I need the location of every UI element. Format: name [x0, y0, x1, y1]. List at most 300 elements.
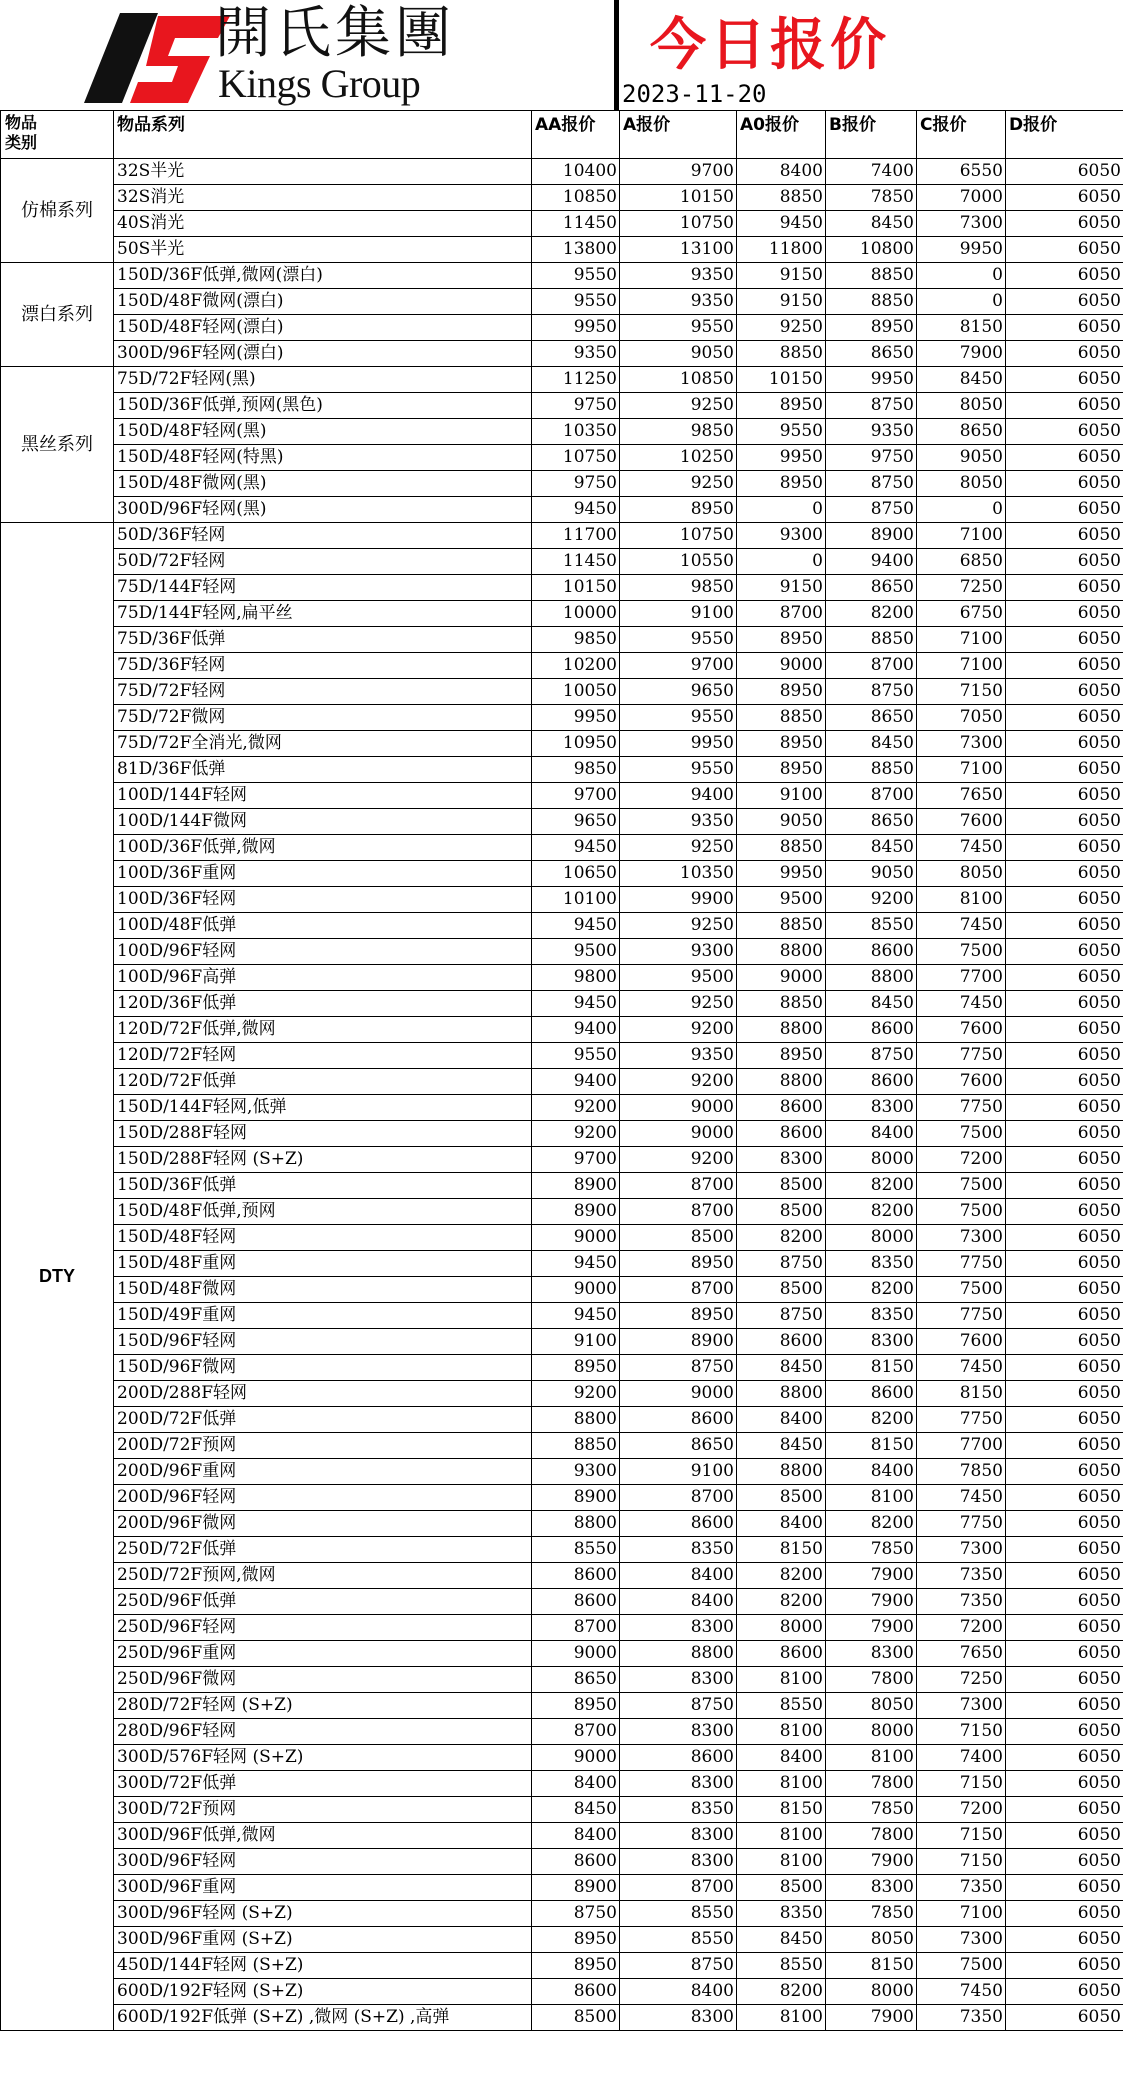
price-cell: 9250 — [620, 913, 737, 939]
price-cell: 7400 — [826, 159, 917, 185]
price-cell: 6050 — [1006, 1069, 1123, 1095]
price-cell: 8050 — [917, 393, 1006, 419]
table-row — [1, 471, 1123, 497]
price-cell: 7350 — [917, 1875, 1006, 1901]
price-cell: 8950 — [737, 1043, 826, 1069]
price-cell: 8450 — [826, 211, 917, 237]
item-name-cell: 300D/96F低弹,微网 — [114, 1823, 532, 1849]
price-cell: 0 — [737, 497, 826, 523]
price-cell: 8450 — [826, 835, 917, 861]
table-row — [1, 1277, 1123, 1303]
item-name-cell: 150D/96F轻网 — [114, 1329, 532, 1355]
price-cell: 9250 — [620, 471, 737, 497]
price-cell: 8150 — [737, 1537, 826, 1563]
price-cell: 8050 — [826, 1693, 917, 1719]
item-name-cell: 100D/96F轻网 — [114, 939, 532, 965]
item-name-cell: 75D/72F轻网 — [114, 679, 532, 705]
table-row — [1, 2005, 1123, 2031]
price-cell: 7450 — [917, 1979, 1006, 2005]
price-cell: 8700 — [532, 1615, 620, 1641]
price-cell: 8450 — [826, 991, 917, 1017]
price-cell: 6050 — [1006, 1537, 1123, 1563]
table-row — [1, 159, 1123, 185]
item-name-cell: 200D/96F微网 — [114, 1511, 532, 1537]
price-cell: 9450 — [532, 913, 620, 939]
price-cell: 6050 — [1006, 939, 1123, 965]
price-cell: 6050 — [1006, 263, 1123, 289]
price-cell: 8900 — [532, 1199, 620, 1225]
price-cell: 6050 — [1006, 1329, 1123, 1355]
price-cell: 8200 — [826, 1199, 917, 1225]
price-cell: 8200 — [826, 1511, 917, 1537]
price-cell: 8450 — [737, 1433, 826, 1459]
price-cell: 8150 — [826, 1953, 917, 1979]
price-cell: 8300 — [620, 1823, 737, 1849]
price-cell: 8750 — [826, 679, 917, 705]
price-cell: 7300 — [917, 1927, 1006, 1953]
price-cell: 7150 — [917, 1719, 1006, 1745]
price-cell: 9550 — [532, 1043, 620, 1069]
item-name-cell: 32S半光 — [114, 159, 532, 185]
price-cell: 7450 — [917, 991, 1006, 1017]
item-name-cell: 250D/96F微网 — [114, 1667, 532, 1693]
price-cell: 7750 — [917, 1043, 1006, 1069]
price-cell: 7600 — [917, 1017, 1006, 1043]
price-cell: 8000 — [826, 1225, 917, 1251]
table-row — [1, 1381, 1123, 1407]
price-cell: 9000 — [620, 1095, 737, 1121]
price-cell: 8550 — [620, 1927, 737, 1953]
table-row — [1, 627, 1123, 653]
table-row — [1, 1927, 1123, 1953]
price-cell: 10200 — [532, 653, 620, 679]
price-cell: 6050 — [1006, 1121, 1123, 1147]
item-name-cell: 100D/96F高弹 — [114, 965, 532, 991]
price-cell: 7150 — [917, 1823, 1006, 1849]
brand-chinese-name: 開氏集團 — [215, 1, 455, 66]
price-cell: 8150 — [826, 1433, 917, 1459]
price-cell: 7900 — [917, 341, 1006, 367]
price-cell: 9500 — [620, 965, 737, 991]
table-row — [1, 1823, 1123, 1849]
price-cell: 11450 — [532, 211, 620, 237]
price-cell: 7500 — [917, 1953, 1006, 1979]
price-cell: 13100 — [620, 237, 737, 263]
price-cell: 7300 — [917, 1537, 1006, 1563]
price-cell: 8350 — [826, 1251, 917, 1277]
price-cell: 8500 — [532, 2005, 620, 2031]
price-cell: 9900 — [620, 887, 737, 913]
table-row — [1, 523, 1123, 549]
price-cell: 8300 — [826, 1095, 917, 1121]
item-name-cell: 200D/96F重网 — [114, 1459, 532, 1485]
price-cell: 9350 — [620, 289, 737, 315]
item-name-cell: 600D/192F低弹 (S+Z) ,微网 (S+Z) ,高弹 — [114, 2005, 532, 2031]
price-cell: 8950 — [737, 471, 826, 497]
table-row — [1, 939, 1123, 965]
price-cell: 6050 — [1006, 1745, 1123, 1771]
price-cell: 0 — [917, 497, 1006, 523]
price-cell: 8600 — [620, 1745, 737, 1771]
price-cell: 11450 — [532, 549, 620, 575]
price-cell: 7600 — [917, 1069, 1006, 1095]
price-cell: 8800 — [826, 965, 917, 991]
price-cell: 6050 — [1006, 887, 1123, 913]
price-cell: 8450 — [737, 1927, 826, 1953]
price-cell: 7900 — [826, 1589, 917, 1615]
price-cell: 7350 — [917, 1589, 1006, 1615]
price-cell: 8550 — [737, 1693, 826, 1719]
item-name-cell: 200D/72F预网 — [114, 1433, 532, 1459]
price-cell: 9100 — [620, 601, 737, 627]
item-name-cell: 250D/72F预网,微网 — [114, 1563, 532, 1589]
page-header — [0, 0, 1123, 110]
table-row — [1, 393, 1123, 419]
price-cell: 8750 — [826, 393, 917, 419]
item-name-cell: 50D/36F轻网 — [114, 523, 532, 549]
price-cell: 6050 — [1006, 1719, 1123, 1745]
price-cell: 8350 — [620, 1537, 737, 1563]
price-cell: 10250 — [620, 445, 737, 471]
price-cell: 8550 — [826, 913, 917, 939]
table-row — [1, 1771, 1123, 1797]
item-name-cell: 120D/72F低弹 — [114, 1069, 532, 1095]
price-cell: 6050 — [1006, 1407, 1123, 1433]
item-name-cell: 100D/36F低弹,微网 — [114, 835, 532, 861]
price-cell: 10150 — [620, 185, 737, 211]
price-cell: 8100 — [737, 1667, 826, 1693]
price-cell: 9050 — [737, 809, 826, 835]
table-row — [1, 1121, 1123, 1147]
price-cell: 9150 — [737, 263, 826, 289]
column-header: A0报价 — [737, 111, 826, 159]
price-cell: 7300 — [917, 211, 1006, 237]
price-cell: 6050 — [1006, 1589, 1123, 1615]
price-cell: 8700 — [532, 1719, 620, 1745]
table-row — [1, 575, 1123, 601]
table-row — [1, 1225, 1123, 1251]
price-cell: 13800 — [532, 237, 620, 263]
price-cell: 6050 — [1006, 1485, 1123, 1511]
price-cell: 9950 — [917, 237, 1006, 263]
price-cell: 7300 — [917, 731, 1006, 757]
table-row — [1, 1901, 1123, 1927]
table-row — [1, 1017, 1123, 1043]
price-cell: 8550 — [737, 1953, 826, 1979]
price-cell: 6050 — [1006, 575, 1123, 601]
price-cell: 8400 — [737, 1745, 826, 1771]
table-row — [1, 1199, 1123, 1225]
price-cell: 8750 — [737, 1303, 826, 1329]
price-cell: 8100 — [737, 1823, 826, 1849]
price-cell: 7900 — [826, 1615, 917, 1641]
price-cell: 8750 — [737, 1251, 826, 1277]
price-cell: 7500 — [917, 1121, 1006, 1147]
price-cell: 8650 — [532, 1667, 620, 1693]
price-cell: 6050 — [1006, 185, 1123, 211]
price-cell: 8150 — [737, 1797, 826, 1823]
item-name-cell: 75D/72F轻网(黑) — [114, 367, 532, 393]
table-row — [1, 1667, 1123, 1693]
price-cell: 9550 — [620, 757, 737, 783]
column-header: B报价 — [826, 111, 917, 159]
price-cell: 10400 — [532, 159, 620, 185]
price-cell: 9350 — [620, 809, 737, 835]
price-cell: 8500 — [737, 1199, 826, 1225]
price-cell: 9550 — [737, 419, 826, 445]
item-name-cell: 150D/48F轻网 — [114, 1225, 532, 1251]
item-name-cell: 250D/96F轻网 — [114, 1615, 532, 1641]
price-cell: 8600 — [826, 1017, 917, 1043]
price-cell: 9950 — [826, 367, 917, 393]
price-cell: 9150 — [737, 289, 826, 315]
price-cell: 7850 — [826, 1537, 917, 1563]
item-name-cell: 150D/36F低弹,预网(黑色) — [114, 393, 532, 419]
price-cell: 8050 — [917, 471, 1006, 497]
price-cell: 7750 — [917, 1511, 1006, 1537]
price-cell: 9300 — [532, 1459, 620, 1485]
table-row — [1, 1979, 1123, 2005]
price-cell: 6050 — [1006, 601, 1123, 627]
price-cell: 9650 — [532, 809, 620, 835]
price-cell: 8800 — [737, 1017, 826, 1043]
price-cell: 9200 — [532, 1381, 620, 1407]
item-name-cell: 150D/49F重网 — [114, 1303, 532, 1329]
price-cell: 8950 — [737, 757, 826, 783]
price-cell: 8850 — [826, 627, 917, 653]
price-cell: 10750 — [620, 523, 737, 549]
price-cell: 8650 — [620, 1433, 737, 1459]
price-cell: 6550 — [917, 159, 1006, 185]
price-cell: 7400 — [917, 1745, 1006, 1771]
price-cell: 9200 — [826, 887, 917, 913]
item-name-cell: 150D/48F微网(漂白) — [114, 289, 532, 315]
price-cell: 6050 — [1006, 1615, 1123, 1641]
price-cell: 8450 — [917, 367, 1006, 393]
price-cell: 7750 — [917, 1303, 1006, 1329]
table-row — [1, 1693, 1123, 1719]
item-name-cell: 81D/36F低弹 — [114, 757, 532, 783]
price-cell: 8600 — [620, 1511, 737, 1537]
table-row — [1, 1485, 1123, 1511]
price-cell: 8100 — [737, 1719, 826, 1745]
price-cell: 6050 — [1006, 1433, 1123, 1459]
price-cell: 6050 — [1006, 419, 1123, 445]
price-cell: 6050 — [1006, 1147, 1123, 1173]
price-cell: 6050 — [1006, 627, 1123, 653]
price-cell: 6050 — [1006, 1953, 1123, 1979]
price-cell: 8650 — [826, 705, 917, 731]
price-cell: 0 — [917, 263, 1006, 289]
price-cell: 6050 — [1006, 1381, 1123, 1407]
table-row — [1, 731, 1123, 757]
table-row — [1, 419, 1123, 445]
price-cell: 8700 — [620, 1277, 737, 1303]
price-cell: 10850 — [620, 367, 737, 393]
price-cell: 8950 — [826, 315, 917, 341]
price-cell: 6050 — [1006, 341, 1123, 367]
price-cell: 7250 — [917, 575, 1006, 601]
price-cell: 8600 — [826, 939, 917, 965]
price-cell: 7850 — [917, 1459, 1006, 1485]
price-cell: 8400 — [737, 1407, 826, 1433]
price-cell: 9950 — [532, 705, 620, 731]
price-cell: 8950 — [737, 393, 826, 419]
price-cell: 7300 — [917, 1225, 1006, 1251]
table-row — [1, 315, 1123, 341]
price-cell: 6050 — [1006, 445, 1123, 471]
category-cell: 黑丝系列 — [1, 367, 114, 523]
price-cell: 9350 — [826, 419, 917, 445]
item-name-cell: 150D/288F轻网 (S+Z) — [114, 1147, 532, 1173]
price-cell: 8850 — [737, 835, 826, 861]
price-cell: 6750 — [917, 601, 1006, 627]
price-cell: 9000 — [620, 1381, 737, 1407]
column-header: 物品系列 — [114, 111, 532, 159]
price-cell: 9550 — [532, 263, 620, 289]
price-cell: 6050 — [1006, 1277, 1123, 1303]
item-name-cell: 50S半光 — [114, 237, 532, 263]
price-cell: 8400 — [737, 159, 826, 185]
item-name-cell: 100D/144F微网 — [114, 809, 532, 835]
price-cell: 9500 — [532, 939, 620, 965]
price-cell: 8400 — [532, 1771, 620, 1797]
price-cell: 8850 — [826, 263, 917, 289]
price-cell: 9000 — [532, 1277, 620, 1303]
price-cell: 8950 — [532, 1355, 620, 1381]
table-row — [1, 263, 1123, 289]
item-name-cell: 600D/192F轻网 (S+Z) — [114, 1979, 532, 2005]
price-cell: 7100 — [917, 1901, 1006, 1927]
price-cell: 6050 — [1006, 393, 1123, 419]
column-header: C报价 — [917, 111, 1006, 159]
price-cell: 8950 — [532, 1953, 620, 1979]
table-header-row — [1, 111, 1123, 159]
price-cell: 8600 — [532, 1563, 620, 1589]
price-cell: 6050 — [1006, 1173, 1123, 1199]
item-name-cell: 280D/96F轻网 — [114, 1719, 532, 1745]
price-cell: 8850 — [737, 913, 826, 939]
price-cell: 8100 — [826, 1485, 917, 1511]
price-cell: 7350 — [917, 1563, 1006, 1589]
price-cell: 7750 — [917, 1251, 1006, 1277]
item-name-cell: 100D/36F轻网 — [114, 887, 532, 913]
price-cell: 8750 — [620, 1693, 737, 1719]
price-cell: 9000 — [737, 965, 826, 991]
price-cell: 10750 — [620, 211, 737, 237]
price-cell: 8000 — [826, 1719, 917, 1745]
price-cell: 6050 — [1006, 783, 1123, 809]
price-cell: 6050 — [1006, 497, 1123, 523]
price-cell: 6050 — [1006, 1771, 1123, 1797]
table-row — [1, 1797, 1123, 1823]
price-cell: 6050 — [1006, 471, 1123, 497]
price-cell: 7850 — [826, 1901, 917, 1927]
price-cell: 8800 — [737, 1459, 826, 1485]
item-name-cell: 150D/36F低弹,微网(漂白) — [114, 263, 532, 289]
item-name-cell: 75D/72F微网 — [114, 705, 532, 731]
price-cell: 9250 — [620, 835, 737, 861]
price-cell: 8700 — [826, 653, 917, 679]
price-cell: 9750 — [826, 445, 917, 471]
price-cell: 11250 — [532, 367, 620, 393]
price-cell: 9750 — [532, 393, 620, 419]
price-cell: 7250 — [917, 1667, 1006, 1693]
table-row — [1, 1745, 1123, 1771]
price-cell: 8600 — [532, 1589, 620, 1615]
item-name-cell: 100D/144F轻网 — [114, 783, 532, 809]
price-cell: 6050 — [1006, 1667, 1123, 1693]
price-cell: 8700 — [620, 1875, 737, 1901]
item-name-cell: 300D/72F预网 — [114, 1797, 532, 1823]
price-cell: 8300 — [826, 1875, 917, 1901]
price-cell: 6050 — [1006, 1797, 1123, 1823]
price-cell: 7800 — [826, 1667, 917, 1693]
price-cell: 6050 — [1006, 1563, 1123, 1589]
item-name-cell: 75D/36F轻网 — [114, 653, 532, 679]
price-cell: 7600 — [917, 1329, 1006, 1355]
price-cell: 9000 — [532, 1225, 620, 1251]
price-cell: 0 — [917, 289, 1006, 315]
price-cell: 8300 — [620, 1849, 737, 1875]
price-cell: 9050 — [620, 341, 737, 367]
price-cell: 9700 — [620, 159, 737, 185]
table-row — [1, 1329, 1123, 1355]
price-cell: 8600 — [737, 1121, 826, 1147]
price-cell: 8150 — [917, 1381, 1006, 1407]
price-cell: 8100 — [737, 1849, 826, 1875]
item-name-cell: 150D/144F轻网,低弹 — [114, 1095, 532, 1121]
price-cell: 8550 — [532, 1537, 620, 1563]
item-name-cell: 300D/96F轻网 — [114, 1849, 532, 1875]
table-row — [1, 445, 1123, 471]
price-cell: 8500 — [737, 1485, 826, 1511]
price-cell: 8600 — [737, 1095, 826, 1121]
price-cell: 9400 — [532, 1017, 620, 1043]
table-row — [1, 1433, 1123, 1459]
price-cell: 9000 — [532, 1641, 620, 1667]
price-cell: 9400 — [532, 1069, 620, 1095]
price-cell: 9950 — [737, 861, 826, 887]
price-cell: 8950 — [620, 497, 737, 523]
price-cell: 7450 — [917, 913, 1006, 939]
price-cell: 8300 — [737, 1147, 826, 1173]
price-cell: 8950 — [532, 1927, 620, 1953]
price-cell: 6050 — [1006, 1225, 1123, 1251]
item-name-cell: 75D/72F全消光,微网 — [114, 731, 532, 757]
price-cell: 6050 — [1006, 1511, 1123, 1537]
price-cell: 6050 — [1006, 1199, 1123, 1225]
price-cell: 9300 — [737, 523, 826, 549]
price-cell: 10150 — [737, 367, 826, 393]
price-cell: 9250 — [620, 991, 737, 1017]
item-name-cell: 300D/96F轻网(漂白) — [114, 341, 532, 367]
item-name-cell: 250D/96F低弹 — [114, 1589, 532, 1615]
table-row — [1, 1563, 1123, 1589]
item-name-cell: 300D/96F轻网 (S+Z) — [114, 1901, 532, 1927]
price-cell: 8500 — [737, 1277, 826, 1303]
price-cell: 7850 — [826, 1797, 917, 1823]
price-cell: 8650 — [826, 575, 917, 601]
price-cell: 8450 — [826, 731, 917, 757]
price-cell: 6050 — [1006, 809, 1123, 835]
table-row — [1, 809, 1123, 835]
table-row — [1, 1069, 1123, 1095]
table-row — [1, 1641, 1123, 1667]
price-cell: 7650 — [917, 783, 1006, 809]
price-cell: 8750 — [620, 1953, 737, 1979]
price-cell: 8450 — [737, 1355, 826, 1381]
